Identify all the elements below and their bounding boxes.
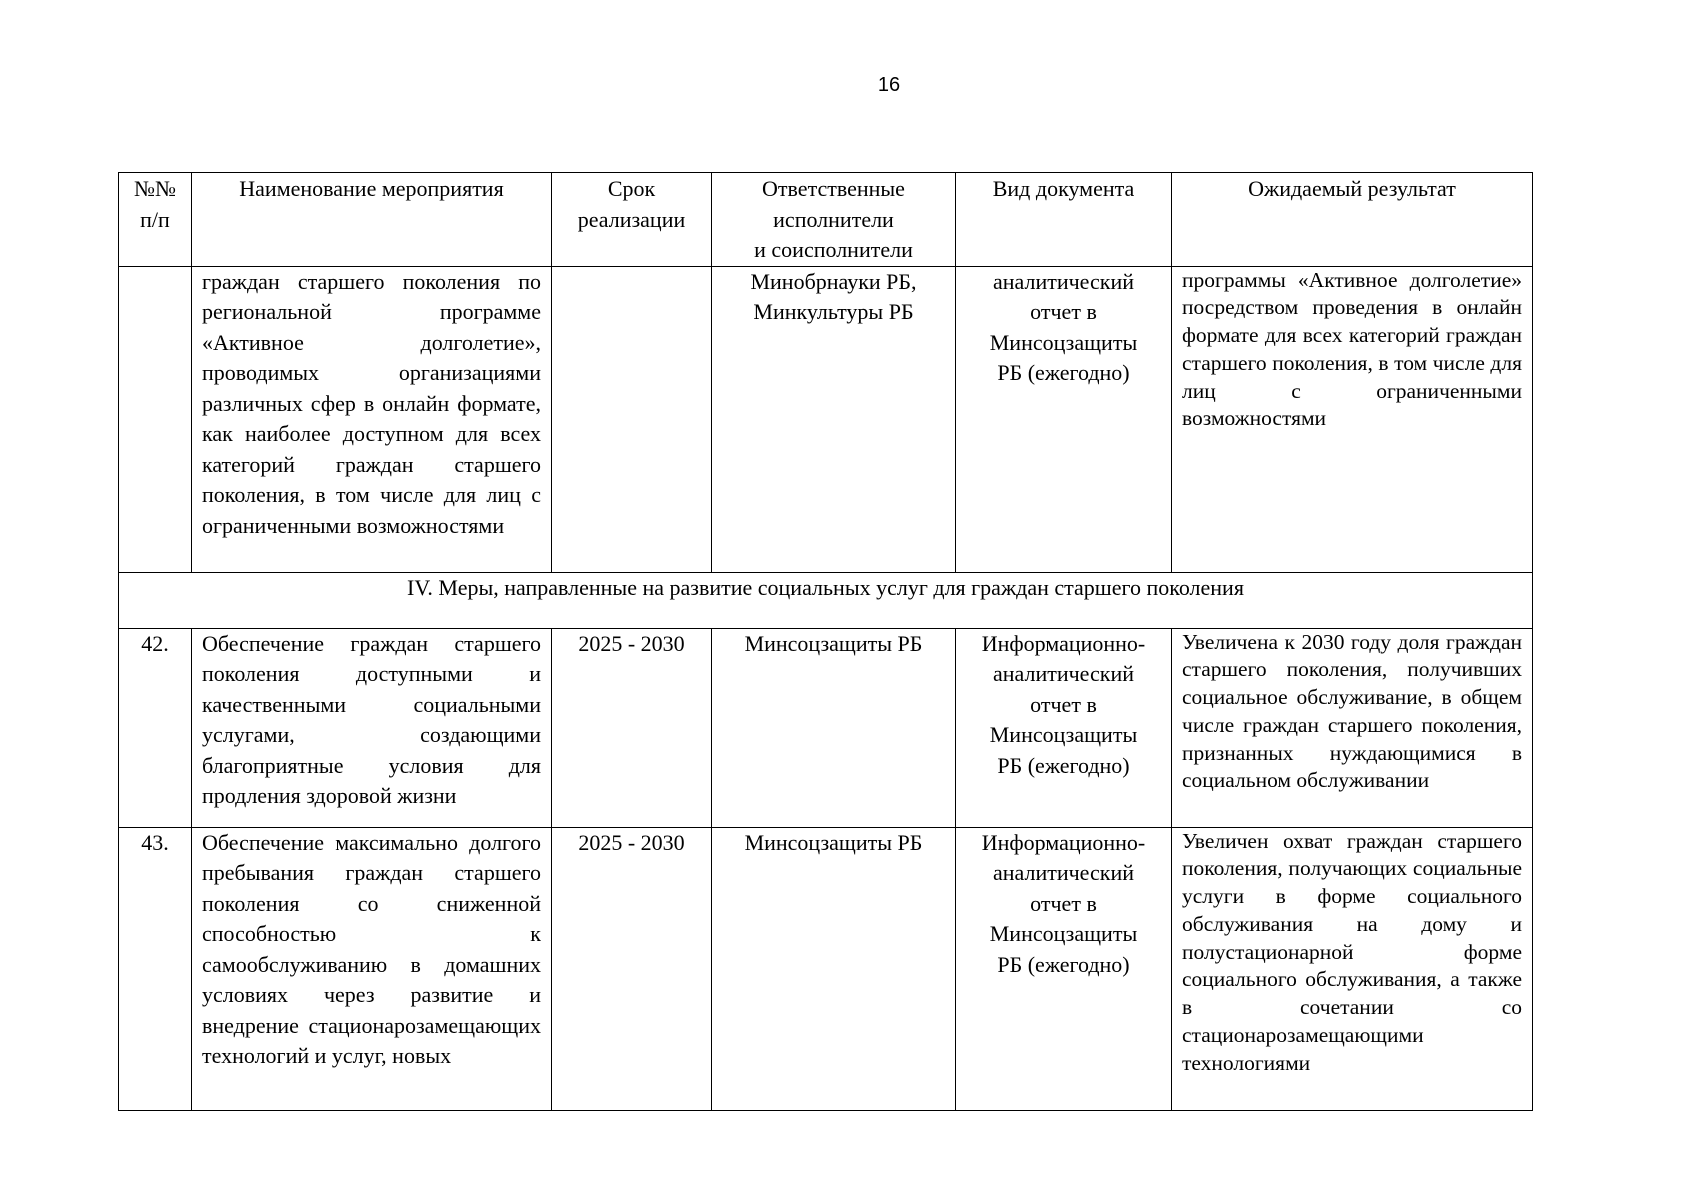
- row-responsible: [712, 628, 956, 827]
- row-name: Обеспечение максимально долгого пребывания граждан старшего поколения со сниженной способностью к самообслуживанию в домашних условиях через развитие и внедрение стационарозамещающих технологий и услуг, новых: [192, 827, 552, 1110]
- document-line: Информационно-: [981, 829, 1146, 855]
- row-num: 42.: [119, 628, 192, 827]
- row-term: [552, 266, 712, 572]
- action-plan-table: [118, 172, 1533, 1111]
- row-name: граждан старшего поколения по региональной программе «Активное долголетие», проводимых организациями различных сфер в онлайн формате, как наиболее доступном для всех категорий граждан старшего поколения, в том числе для лиц с ограниченными возможностями: [192, 266, 552, 572]
- responsible-line: Минсоцзащиты РБ: [744, 829, 923, 855]
- header-term-line: Срок: [607, 176, 656, 201]
- document-line: РБ (ежегодно): [997, 752, 1130, 778]
- document-line: отчет в: [1030, 890, 1097, 916]
- row-document-type: [956, 628, 1172, 827]
- row-responsible: [712, 827, 956, 1110]
- header-responsible-line: и соисполнители: [754, 237, 913, 262]
- header-term-line: реализации: [577, 206, 686, 232]
- row-expected-result: Увеличен охват граждан старшего поколения, получающих социальные услуги в форме социального обслуживания на дому и полустационарной форме социального обслуживания, а также в сочетании со стационарозамещающими технологиями: [1172, 827, 1533, 1110]
- header-responsible-line: Ответственные: [762, 176, 905, 201]
- document-line: РБ (ежегодно): [997, 360, 1130, 385]
- row-document-type: [956, 827, 1172, 1110]
- row-num: [119, 266, 192, 572]
- document-line: Минсоцзащиты: [989, 921, 1138, 946]
- row-num: 43.: [119, 827, 192, 1110]
- header-term: [552, 173, 712, 267]
- responsible-line: Минсоцзащиты РБ: [744, 630, 923, 656]
- document-line: Минсоцзащиты: [989, 329, 1138, 355]
- document-line: РБ (ежегодно): [997, 951, 1130, 977]
- header-num: [119, 173, 192, 267]
- responsible-line: Минкультуры РБ: [753, 299, 914, 324]
- table-row: [119, 628, 1533, 827]
- section-title: IV. Меры, направленные на развитие социальных услуг для граждан старшего поколения: [119, 572, 1533, 628]
- section-row: [119, 572, 1533, 628]
- document-line: аналитический: [992, 661, 1134, 686]
- document-line: Минсоцзащиты: [989, 722, 1138, 747]
- header-num-line: №№: [134, 176, 176, 201]
- row-name: Обеспечение граждан старшего поколения доступными и качественными социальными услугами, создающими благоприятные условия для продления здоровой жизни: [192, 628, 552, 827]
- document-line: отчет в: [1030, 299, 1097, 324]
- header-expected-result: Ожидаемый результат: [1172, 173, 1533, 267]
- responsible-line: Минобрнауки РБ,: [750, 268, 917, 294]
- table-row: [119, 266, 1533, 572]
- header-document-type: Вид документа: [956, 173, 1172, 267]
- table-row: [119, 827, 1533, 1110]
- document-line: Информационно-: [981, 630, 1146, 656]
- document-line: отчет в: [1030, 691, 1097, 717]
- row-term: 2025 - 2030: [552, 628, 712, 827]
- row-term: 2025 - 2030: [552, 827, 712, 1110]
- header-responsible-line: исполнители: [773, 206, 894, 232]
- page-number: 16: [877, 74, 901, 96]
- document-line: аналитический: [992, 268, 1134, 294]
- row-responsible: [712, 266, 956, 572]
- header-num-line: п/п: [140, 206, 170, 232]
- document-line: аналитический: [992, 860, 1134, 885]
- row-expected-result: Увеличена к 2030 году доля граждан старшего поколения, получивших социальное обслуживание, в общем числе граждан старшего поколения, признанных нуждающимися в социальном обслуживании: [1172, 628, 1533, 827]
- row-expected-result: программы «Активное долголетие» посредством проведения в онлайн формате для всех категорий граждан старшего поколения, в том числе для лиц с ограниченными возможностями: [1172, 266, 1533, 572]
- table-header-row: [119, 173, 1533, 267]
- header-responsible: [712, 173, 956, 267]
- row-document-type: [956, 266, 1172, 572]
- header-name: Наименование мероприятия: [192, 173, 552, 267]
